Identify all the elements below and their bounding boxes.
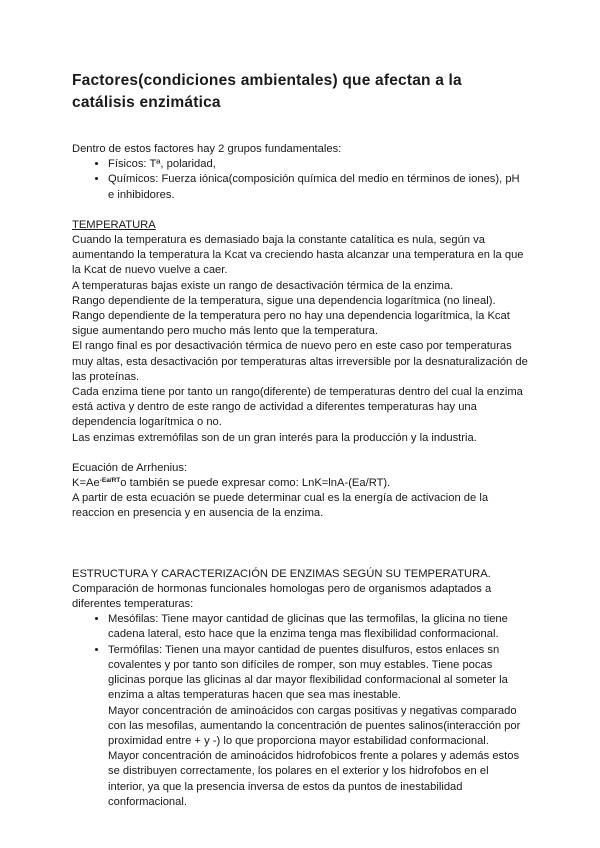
arrhenius-formula (72, 476, 528, 491)
termofilas-text: Mayor concentración de aminoácidos con cargas positivas y negativas comparado con las mesofilas, aumentando la concentración de puentes salinos(interacción por proximidad entre + y -) lo que proporciona mayor estabilidad conformacional. (108, 704, 521, 747)
termofilas-text: Mayor concentración de aminoácidos hidrofobicos frente a polares y además estos se distribuyen correctamente, los polares en el exterior y los hidrofobos en el interior, ya que la presencia inversa de estos da puntos de inestabilidad conformacional. (108, 750, 520, 808)
paragraph: A temperaturas bajas existe un rango de desactivación térmica de la enzima. (72, 279, 454, 292)
factor-groups-list (72, 157, 528, 203)
formula-rest: o también se puede expresar como: LnK=lnA-(Ea/RT). (120, 477, 391, 490)
paragraph: Cada enzima tiene por tanto un rango(diferente) de temperaturas dentro del cual la enzima está activa y dentro de este rango de actividad a diferentes temperaturas hay una dependencia logarítmica o no. (72, 386, 523, 429)
formula-base: K=Ae (72, 477, 100, 490)
paragraph: Cuando la temperatura es demasiado baja la constante catalítica es nula, según va aumentando la temperatura la Kcat va creciendo hasta alcanzar una temperatura en la que la Kcat de nuevo vuelve a caer. (72, 234, 524, 277)
enzyme-types-list (72, 612, 528, 810)
termofilas-text: • Termófilas: Tienen una mayor cantidad de puentes disulfuros, estos enlaces sn covalentes y por tanto son difíciles de romper, son muy estables. Tiene pocas glicinas porque las glicinas al dar mayor flexibilidad conformacional al someter la enzima a altas temperaturas hacen que sea mas inestable. (108, 643, 508, 702)
document-title: Factores(condiciones ambientales) que afectan a la catálisis enzimática (72, 72, 462, 111)
arrhenius-heading: Ecuación de Arrhenius: (72, 461, 188, 474)
list-item: • Químicos: Fuerza iónica(composición química del medio en términos de iones), pH e inhibidores. (108, 172, 528, 202)
list-item: • Físicos: Tª, polaridad, (108, 157, 528, 172)
paragraph: Las enzimas extremófilas son de un gran interés para la producción y la industria. (72, 431, 477, 444)
formula-exponent: -Ea/RT (99, 477, 121, 485)
list-item-mesofilas: • Mesófilas: Tiene mayor cantidad de glicinas que las termofilas, la glicina no tiene cadena lateral, esto hace que la enzima tenga mas flexibilidad conformacional. (108, 612, 528, 642)
paragraph: Rango dependiente de la temperatura, sigue una dependencia logarítmica (no lineal). (72, 294, 496, 307)
section-heading-temperatura: TEMPERATURA (72, 218, 156, 231)
paragraph: Rango dependiente de la temperatura pero no hay una dependencia logarítmica, la Kcat sigue aumentando pero mucho más lento que la temperatura. (72, 310, 510, 338)
intro-text: Dentro de estos factores hay 2 grupos fundamentales: (72, 143, 342, 155)
paragraph: A partir de esta ecuación se puede determinar cual es la energía de activacion de la reaccion en presencia y en ausencia de la enzima. (72, 492, 489, 520)
paragraph: El rango final es por desactivación térmica de nuevo pero en este caso por temperaturas muy altas, esta desactivación por temperaturas altas irreversible por la desnaturalización de las proteínas. (72, 340, 528, 383)
section-heading-estructura: ESTRUCTURA Y CARACTERIZACIÓN DE ENZIMAS SEGÚN SU TEMPERATURA. (72, 567, 491, 580)
list-item-termofilas (108, 643, 528, 810)
paragraph: Comparación de hormonas funcionales homologas pero de organismos adaptados a diferentes temperaturas: (72, 582, 492, 611)
